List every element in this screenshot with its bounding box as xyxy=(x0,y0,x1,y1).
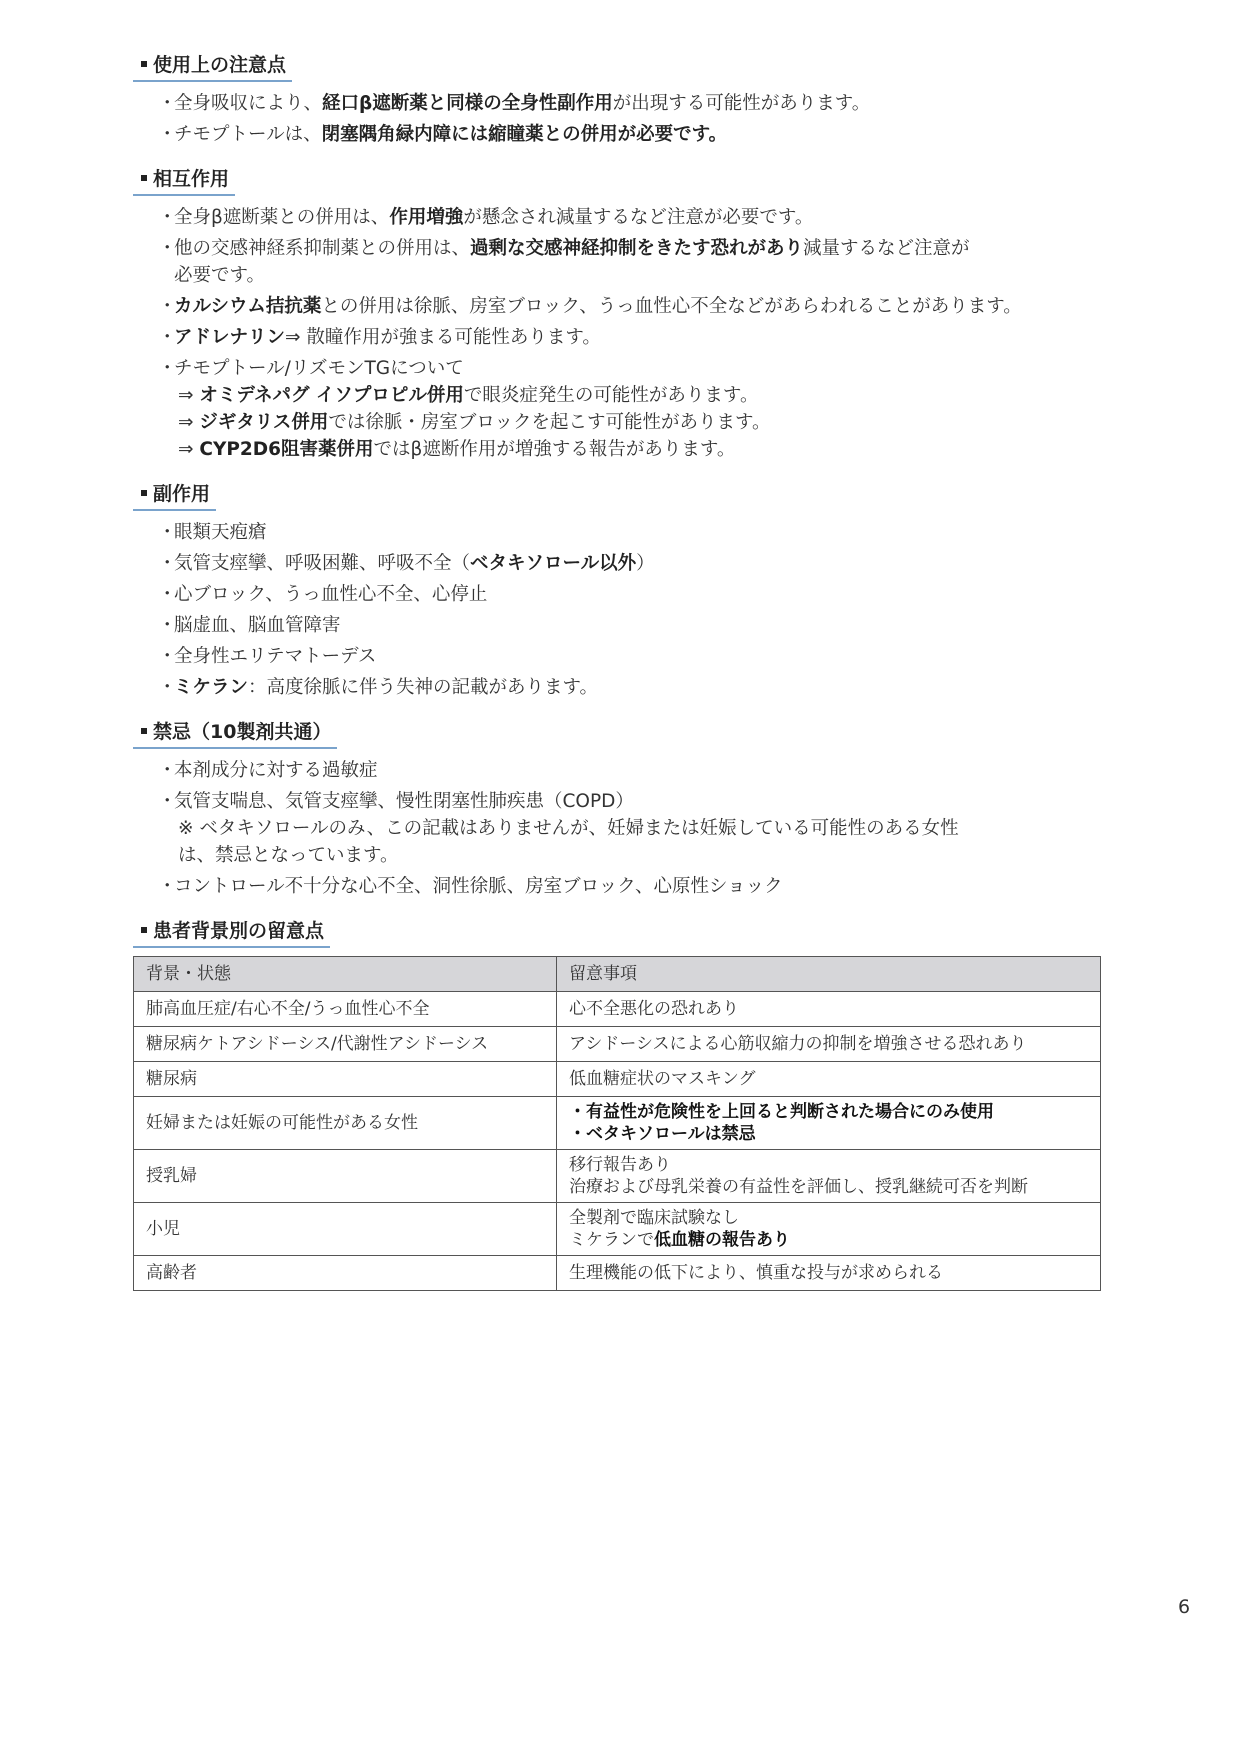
table-cell: 移行報告あり 治療および母乳栄養の有益性を評価し、授乳継続可否を判断 xyxy=(557,1150,1101,1203)
section-interactions xyxy=(133,166,1153,463)
table-header-row xyxy=(134,957,1101,992)
list-item: ・ 脳虚血、脳血管障害 xyxy=(158,615,341,636)
table-cell: 肺高血圧症/右心不全/うっ血性心不全 xyxy=(134,992,557,1027)
square-bullet-icon xyxy=(141,927,147,933)
sub-item: ⇒ オミデネパグ イソプロピル併用で眼炎症発生の可能性があります。 xyxy=(178,385,759,406)
section-title: 使用上の注意点 xyxy=(133,52,292,82)
patient-background-table xyxy=(133,956,1101,1291)
square-bullet-icon xyxy=(141,490,147,496)
section-title: 禁忌（10製剤共通） xyxy=(133,719,337,749)
list-item: ・ 他の交感神経系抑制薬との併用は、過剰な交感神経抑制をきたす恐れがあり減量するなど注意が 必要です。 xyxy=(158,238,970,286)
table-cell: 糖尿病ケトアシドーシス/代謝性アシドーシス xyxy=(134,1027,557,1062)
list-item: ・ 気管支痙攣、呼吸困難、呼吸不全（ベタキソロール以外） xyxy=(158,553,655,574)
table-row xyxy=(134,1027,1101,1062)
list-item: ・ 心ブロック、うっ血性心不全、心停止 xyxy=(158,584,488,605)
table-cell: 糖尿病 xyxy=(134,1062,557,1097)
list-item: ・ チモプトールは、閉塞隅角緑内障には縮瞳薬との併用が必要です。 xyxy=(158,124,728,145)
table-row xyxy=(134,1256,1101,1291)
table-cell: 全製剤で臨床試験なし ミケランで低血糖の報告あり xyxy=(557,1203,1101,1256)
section-contraindications xyxy=(133,719,1153,900)
list-item: ・ ミケラン：高度徐脈に伴う失神の記載があります。 xyxy=(158,677,599,698)
table-cell: 生理機能の低下により、慎重な投与が求められる xyxy=(557,1256,1101,1291)
table-row xyxy=(134,1062,1101,1097)
list-item: ・ 全身吸収により、経口β遮断薬と同様の全身性副作用が出現する可能性があります。 xyxy=(158,93,871,114)
sub-item: ⇒ ジギタリス併用では徐脈・房室ブロックを起こす可能性があります。 xyxy=(178,412,771,433)
section-title: 相互作用 xyxy=(133,166,235,196)
column-header: 留意事項 xyxy=(557,957,1101,992)
section-title: 患者背景別の留意点 xyxy=(133,918,330,948)
table-cell: 授乳婦 xyxy=(134,1150,557,1203)
column-header: 背景・状態 xyxy=(134,957,557,992)
list-item: ・ 全身性エリテマトーデス xyxy=(158,646,377,667)
table-cell: ・有益性が危険性を上回ると判断された場合にのみ使用 ・ベタキソロールは禁忌 xyxy=(557,1097,1101,1150)
list-item: ・ 本剤成分に対する過敏症 xyxy=(158,760,378,781)
list-item: ・ 眼類天疱瘡 xyxy=(158,522,267,543)
list-item: ・ 全身β遮断薬との併用は、作用増強が懸念され減量するなど注意が必要です。 xyxy=(158,207,814,228)
table-row xyxy=(134,992,1101,1027)
square-bullet-icon xyxy=(141,175,147,181)
section-precautions xyxy=(133,52,1153,148)
list-item: ・ カルシウム拮抗薬との併用は徐脈、房室ブロック、うっ血性心不全などがあらわれることがあります。 xyxy=(158,296,1022,317)
table-row xyxy=(134,1150,1101,1203)
table-cell: 妊婦または妊娠の可能性がある女性 xyxy=(134,1097,557,1150)
square-bullet-icon xyxy=(141,61,147,67)
table-cell: 小児 xyxy=(134,1203,557,1256)
section-patient-background xyxy=(133,918,1153,1291)
list-item: ・ アドレナリン⇒ 散瞳作用が強まる可能性あります。 xyxy=(158,327,601,348)
page-number: 6 xyxy=(1178,1596,1191,1618)
sub-item: ⇒ CYP2D6阻害薬併用ではβ遮断作用が増強する報告があります。 xyxy=(178,439,736,460)
list-item: ・ 気管支喘息、気管支痙攣、慢性閉塞性肺疾患（COPD） ※ ベタキソロールのみ、この記載はありませんが、妊婦または妊娠している可能性のある女性 は、禁忌となっています。 xyxy=(158,791,959,866)
section-title: 副作用 xyxy=(133,481,216,511)
table-cell: 心不全悪化の恐れあり xyxy=(557,992,1101,1027)
document-body xyxy=(133,52,1153,1309)
list-item: ・ チモプトール/リズモンTGについて ⇒ オミデネパグ イソプロピル併用で眼炎症発生の可能性があります。 ⇒ ジギタリス併用では徐脈・房室ブロックを起こす可能性があります。 ⇒ CYP2D6阻害薬併用ではβ遮断作用が増強する報告があります。 xyxy=(158,355,1153,463)
section-side-effects xyxy=(133,481,1153,701)
table-row xyxy=(134,1203,1101,1256)
table-cell: 高齢者 xyxy=(134,1256,557,1291)
table-cell: 低血糖症状のマスキング xyxy=(557,1062,1101,1097)
list-item: ・ コントロール不十分な心不全、洞性徐脈、房室ブロック、心原性ショック xyxy=(158,876,783,897)
table-cell: アシドーシスによる心筋収縮力の抑制を増強させる恐れあり xyxy=(557,1027,1101,1062)
square-bullet-icon xyxy=(141,728,147,734)
table-row xyxy=(134,1097,1101,1150)
